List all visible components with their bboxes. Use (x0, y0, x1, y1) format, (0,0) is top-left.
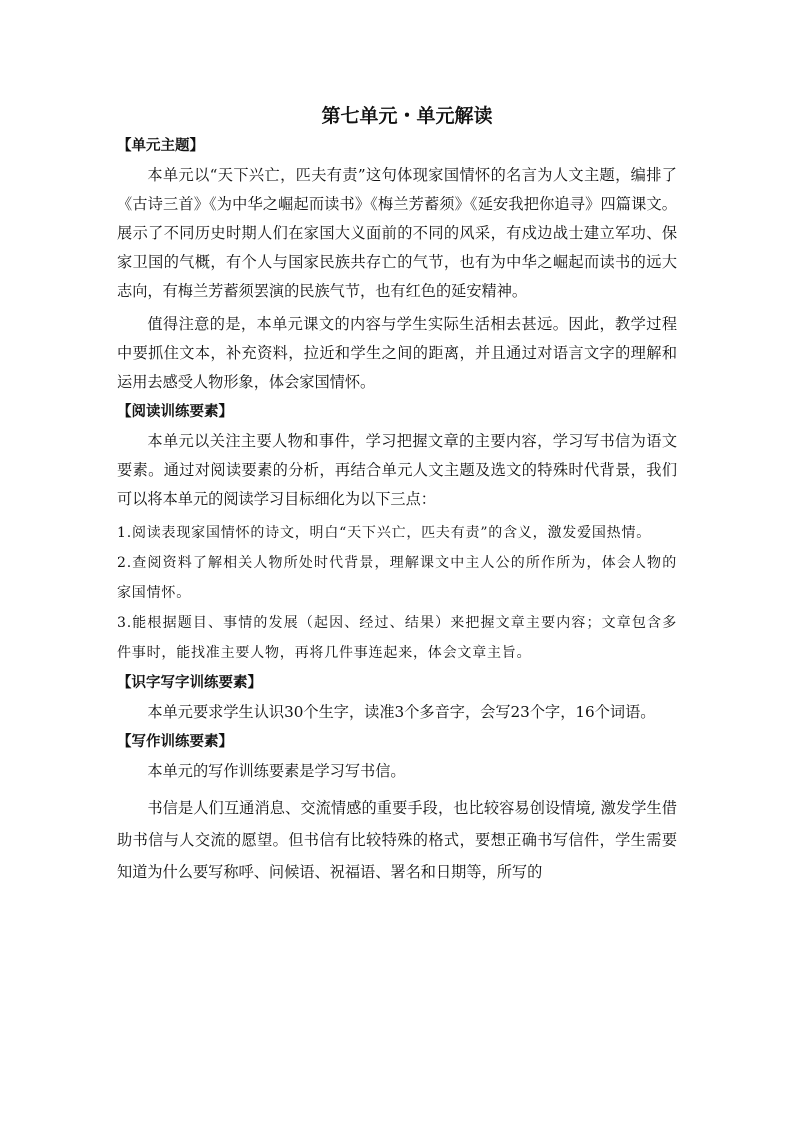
document-page (117, 100, 677, 888)
section-heading-theme: 【单元主题】 (117, 138, 204, 154)
paragraph-reading-1: 本单元以关注主要人物和事件，学习把握文章的主要内容，学习写书信为语文要素。通过对阅读要素的分析，再结合单元人文主题及选文的特殊时代背景，我们可以将本单元的阅读学习目标细化为以下三点： (117, 432, 677, 508)
list-item-reading-1: 1.阅读表现家国情怀的诗文，明白“天下兴亡，匹夫有责”的含义，激发爱国热情。 (117, 525, 652, 541)
paragraph-writing-2: 书信是人们互通消息、交流情感的重要手段，也比较容易创设情境, 激发学生借助书信与人交流的愿望。但书信有比较特殊的格式，要想正确书写信件，学生需要知道为什么要写称呼、问候语、祝福语、署名和日期等，所写的 (117, 799, 677, 881)
page-title: 第七单元・单元解读 (321, 105, 493, 127)
section-heading-characters: 【识字写字训练要素】 (117, 675, 262, 691)
list-item-reading-2: 2.查阅资料了解相关人物所处时代背景，理解课文中主人公的所作所为，体会人物的家国情怀。 (117, 555, 677, 601)
paragraph-characters-1: 本单元要求学生认识30个生字，读准3个多音字，会写23个字，16个词语。 (147, 703, 656, 721)
paragraph-theme-1: 本单元以“天下兴亡，匹夫有责”这句体现家国情怀的名言为人文主题，编排了《古诗三首》《为中华之崛起而读书》《梅兰芳蓄须》《延安我把你追寻》四篇课文。展示了不同历史时期人们在家国大义面前的不同的风采，有戍边战士建立军功、保家卫国的气概，有个人与国家民族共存亡的气节，也有为中华之崛起而读书的远大志向，有梅兰芳蓄须罢演的民族气节，也有红色的延安精神。 (117, 166, 677, 300)
section-heading-reading: 【阅读训练要素】 (117, 404, 233, 420)
paragraph-theme-2: 值得注意的是，本单元课文的内容与学生实际生活相去甚远。因此，教学过程中要抓住文本，补充资料，拉近和学生之间的距离，并且通过对语言文字的理解和运用去感受人物形象，体会家国情怀。 (117, 315, 677, 391)
paragraph-writing-1: 本单元的写作训练要素是学习写书信。 (147, 762, 406, 780)
section-heading-writing: 【写作训练要素】 (117, 734, 233, 750)
list-item-reading-3: 3.能根据题目、事情的发展（起因、经过、结果）来把握文章主要内容；文章包含多件事时，能找准主要人物，再将几件事连起来，体会文章主旨。 (117, 615, 677, 661)
